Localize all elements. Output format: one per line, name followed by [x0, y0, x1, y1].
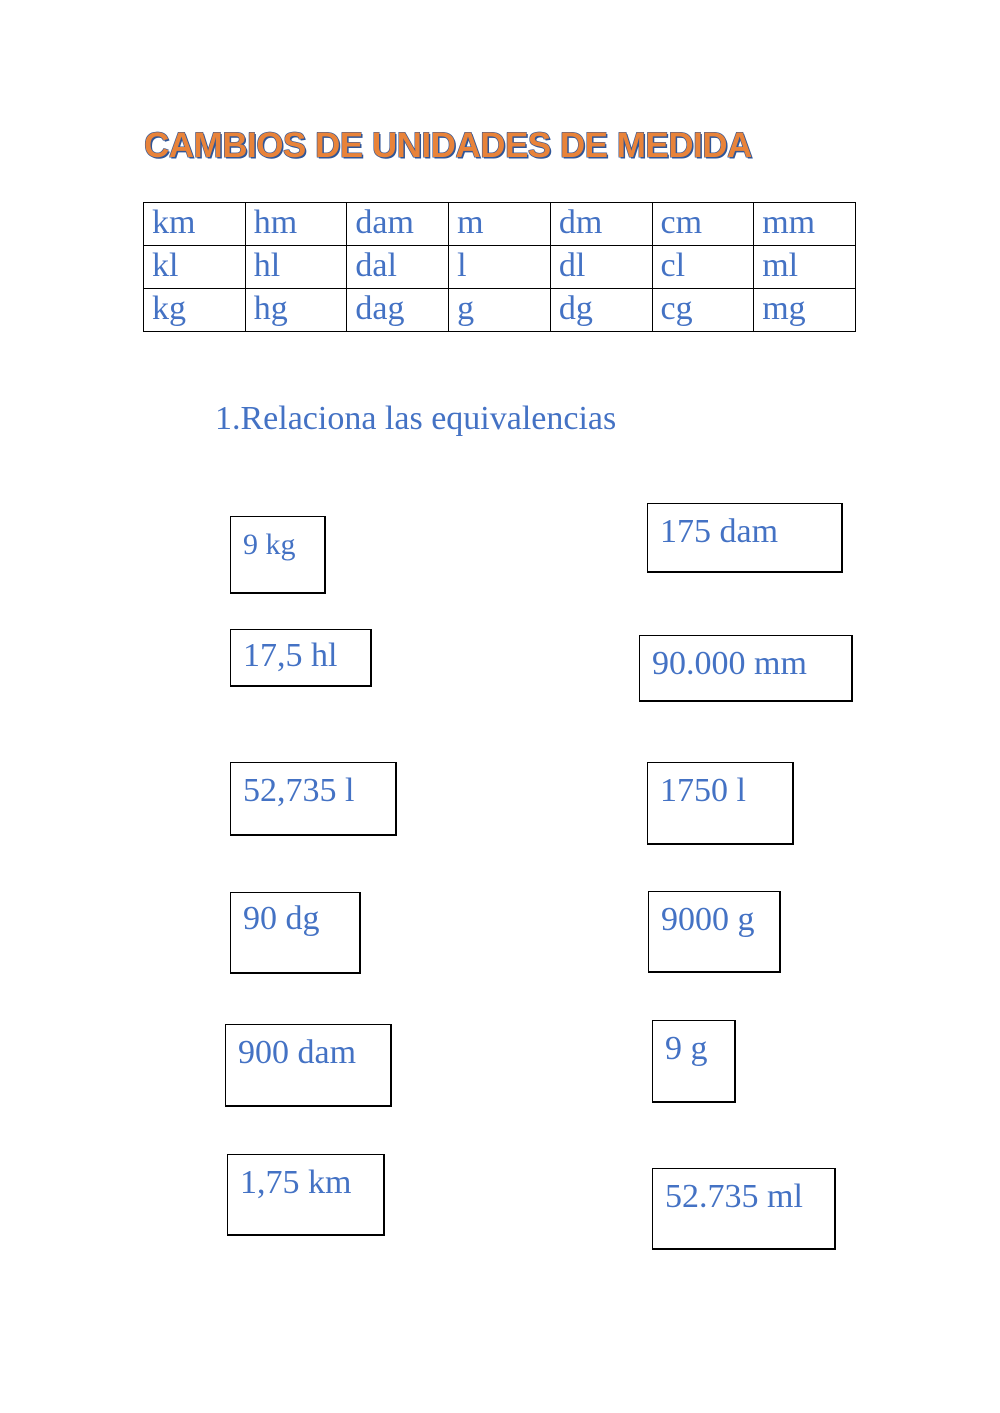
table-cell: ml: [754, 246, 856, 289]
table-cell: mg: [754, 289, 856, 332]
left-box-3[interactable]: 52,735 l: [230, 762, 397, 836]
table-cell: km: [144, 203, 246, 246]
page-title: CAMBIOS DE UNIDADES DE MEDIDA: [144, 126, 752, 165]
right-box-5[interactable]: 9 g: [652, 1020, 736, 1103]
units-table: [143, 202, 856, 332]
table-cell: dm: [550, 203, 652, 246]
instruction: [215, 400, 616, 438]
table-cell: hm: [245, 203, 347, 246]
table-cell: m: [449, 203, 551, 246]
table-row-length: [144, 203, 856, 246]
instruction-text: Relaciona las equivalencias: [240, 400, 617, 437]
right-box-4[interactable]: 9000 g: [648, 891, 781, 973]
table-cell: mm: [754, 203, 856, 246]
table-cell: hg: [245, 289, 347, 332]
table-cell: cm: [652, 203, 754, 246]
table-cell: l: [449, 246, 551, 289]
table-cell: kl: [144, 246, 246, 289]
left-box-6[interactable]: 1,75 km: [227, 1154, 385, 1236]
right-box-3[interactable]: 1750 l: [647, 762, 794, 845]
instruction-number: 1.: [215, 400, 241, 437]
right-box-2[interactable]: 90.000 mm: [639, 635, 853, 702]
left-box-2[interactable]: 17,5 hl: [230, 629, 372, 687]
table-row-capacity: [144, 246, 856, 289]
table-cell: dag: [347, 289, 449, 332]
right-box-6[interactable]: 52.735 ml: [652, 1168, 836, 1250]
table-cell: dl: [550, 246, 652, 289]
table-cell: dal: [347, 246, 449, 289]
table-cell: dg: [550, 289, 652, 332]
table-cell: kg: [144, 289, 246, 332]
right-box-1[interactable]: 175 dam: [647, 503, 843, 573]
left-box-5[interactable]: 900 dam: [225, 1024, 392, 1107]
table-cell: dam: [347, 203, 449, 246]
table-cell: cg: [652, 289, 754, 332]
left-box-4[interactable]: 90 dg: [230, 892, 361, 974]
table-row-mass: [144, 289, 856, 332]
table-cell: hl: [245, 246, 347, 289]
table-cell: cl: [652, 246, 754, 289]
table-cell: g: [449, 289, 551, 332]
left-box-1[interactable]: 9 kg: [230, 516, 326, 594]
